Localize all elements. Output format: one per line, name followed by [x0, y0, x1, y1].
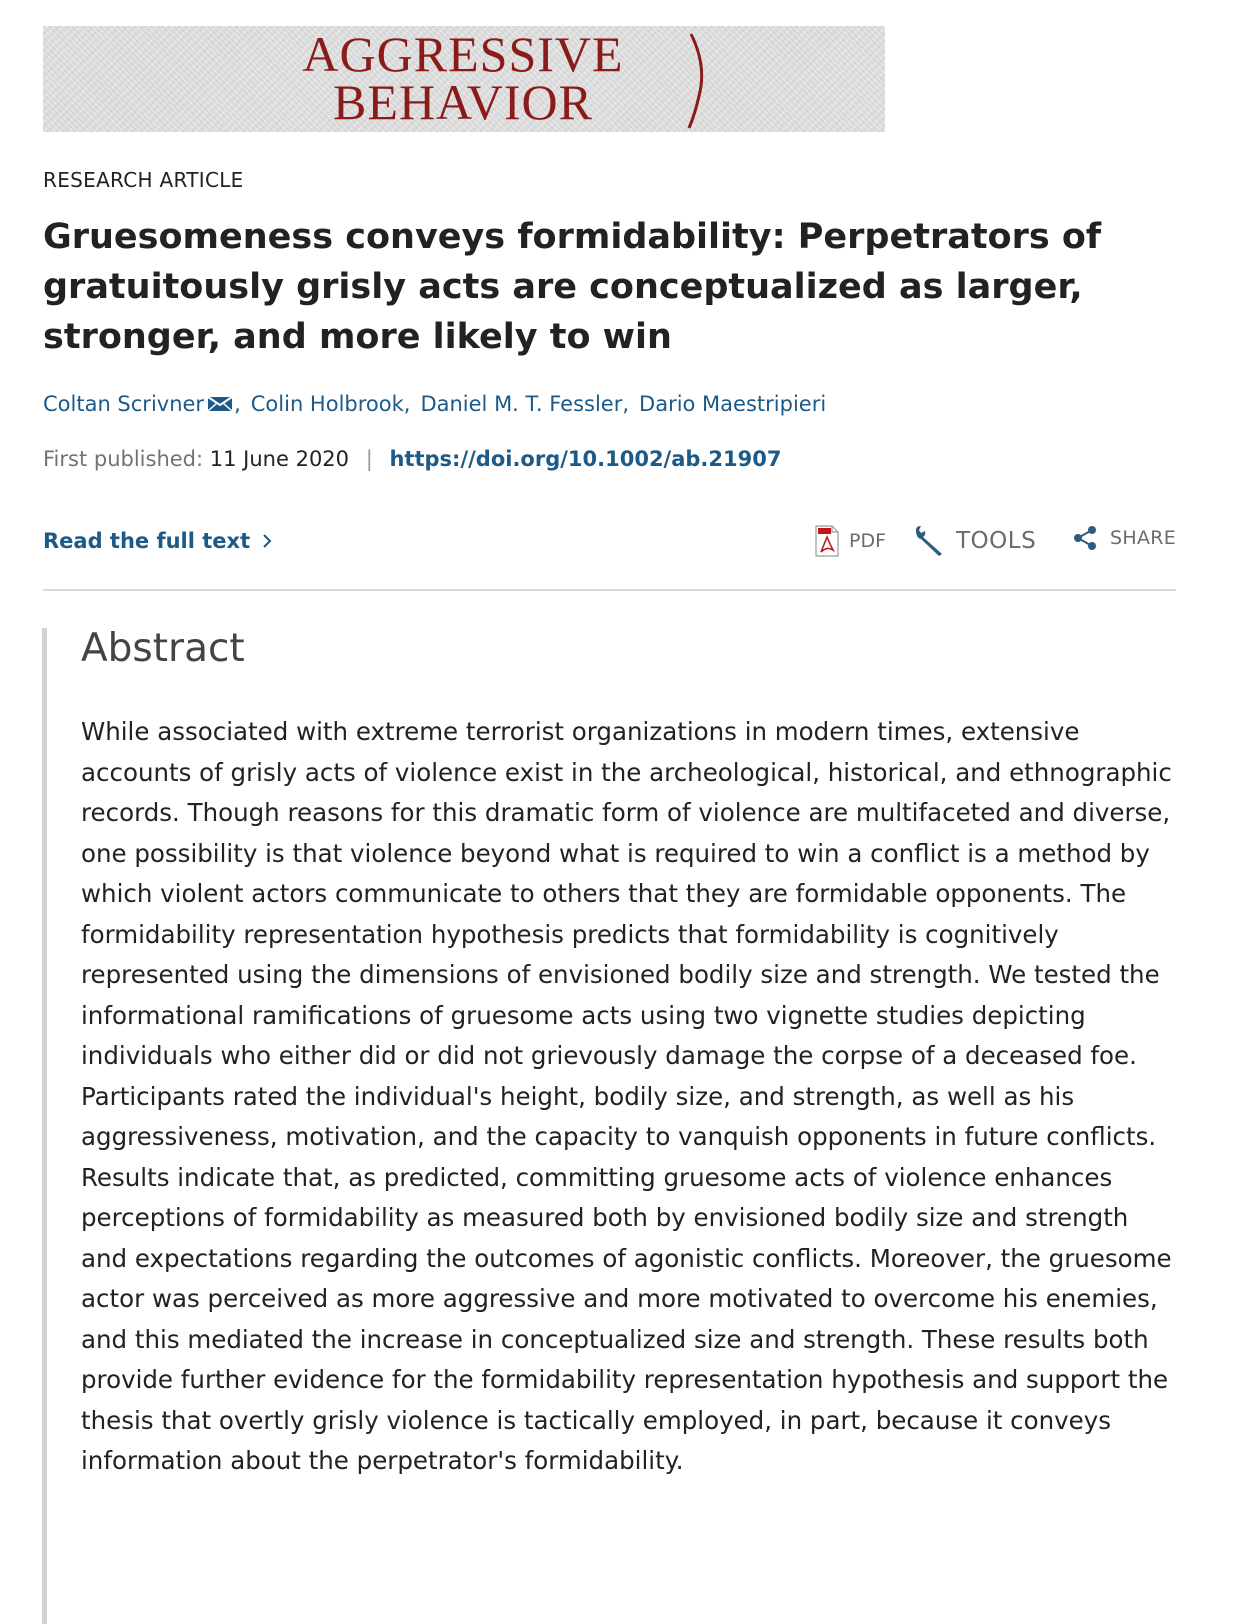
author-link[interactable]: Coltan Scrivner	[43, 392, 205, 416]
pdf-button[interactable]	[815, 524, 886, 558]
share-icon	[1072, 524, 1100, 552]
tools-label: TOOLS	[956, 528, 1037, 554]
doi-link[interactable]: https://doi.org/10.1002/ab.21907	[389, 447, 782, 471]
logo-bracket-icon	[683, 26, 713, 132]
article-type: RESEARCH ARTICLE	[43, 168, 244, 192]
abstract-side-bar	[42, 628, 47, 1624]
author-separator: ,	[622, 392, 630, 416]
author-separator: ,	[403, 392, 411, 416]
pub-separator: |	[365, 447, 373, 471]
share-button[interactable]	[1072, 524, 1176, 552]
tools-button[interactable]	[912, 524, 1036, 558]
pdf-icon	[815, 524, 839, 558]
divider	[43, 589, 1176, 591]
published-label: First published:	[43, 447, 204, 471]
wrench-icon	[912, 524, 946, 558]
author-separator: ,	[234, 392, 241, 416]
journal-banner[interactable]	[43, 26, 885, 132]
publication-info	[43, 447, 781, 471]
author-link[interactable]: Daniel M. T. Fessler	[420, 392, 623, 416]
abstract-text: While associated with extreme terrorist organizations in modern times, extensive accounts of grisly acts of violence exist in the archeological, historical, and ethnographic records. Though reasons for this dramatic form of violence are multifaceted and diverse, one possibility is that violence beyond what is required to win a conflict is a method by which violent actors communicate to others that they are formidable opponents. The formidability representation hypothesis predicts that formidability is cognitively represented using the dimensions of envisioned bodily size and strength. We tested the informational ramifications of gruesome acts using two vignette studies depicting individuals who either did or did not grievously damage the corpse of a deceased foe. Participants rated the individual's height, bodily size, and strength, as well as his aggressiveness, motivation, and the capacity to vanquish opponents in future conflicts. Results indicate that, as predicted, committing gruesome acts of violence enhances perceptions of formidability as measured both by envisioned bodily size and strength and expectations regarding the outcomes of agonistic conflicts. Moreover, the gruesome actor was perceived as more aggressive and more motivated to overcome his enemies, and this mediated the increase in conceptualized size and strength. These results both provide further evidence for the formidability representation hypothesis and support the thesis that overtly grisly violence is tactically employed, in part, because it conveys information about the perpetrator's formidability.	[81, 717, 1172, 1475]
share-label: SHARE	[1110, 527, 1177, 549]
author-link[interactable]: Colin Holbrook	[250, 392, 404, 416]
read-full-text-link[interactable]	[43, 529, 272, 553]
chevron-right-icon	[262, 533, 272, 549]
journal-logo	[253, 26, 673, 130]
journal-name-line1: AGGRESSIVE	[302, 26, 624, 82]
published-date: 11 June 2020	[209, 447, 350, 471]
journal-name-line2: BEHAVIOR	[333, 74, 593, 130]
pdf-label: PDF	[849, 530, 887, 552]
author-list	[43, 392, 826, 416]
author-link[interactable]: Dario Maestripieri	[639, 392, 827, 416]
article-title: Gruesomeness conveys formidability: Perpetrators of gratuitously grisly acts are conceptualized as larger, stronger, and more likely to win	[43, 217, 1102, 357]
read-full-text-label: Read the full text	[43, 529, 251, 553]
mail-icon[interactable]	[207, 396, 233, 412]
abstract-heading: Abstract	[81, 626, 245, 671]
